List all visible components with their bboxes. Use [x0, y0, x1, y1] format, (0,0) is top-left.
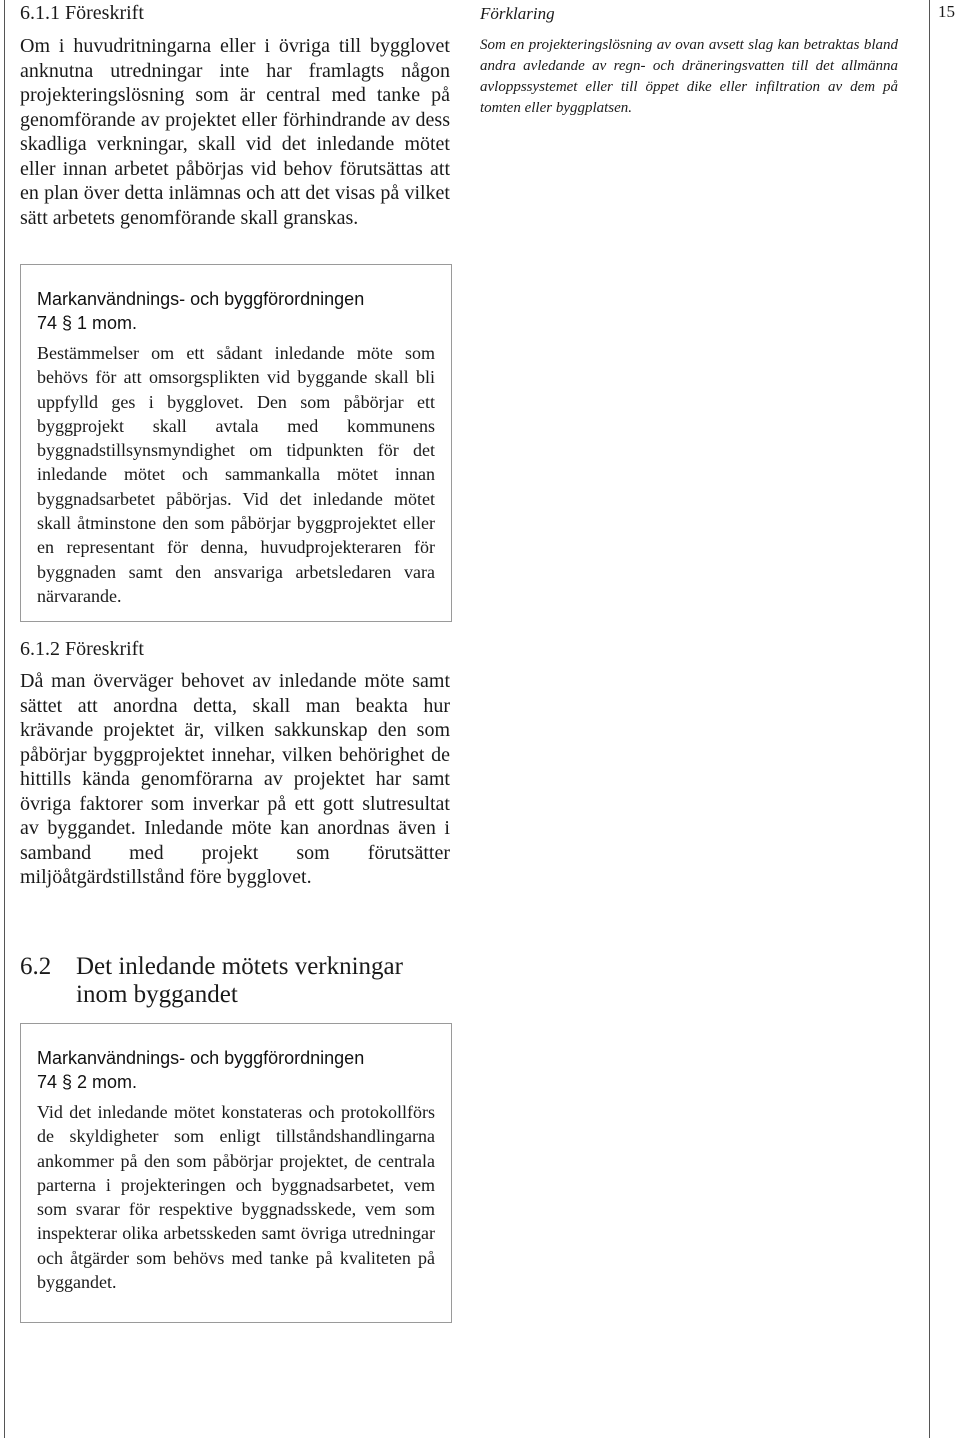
box-title-law: Markanvändnings- och byggförordningen: [37, 289, 365, 309]
box-title-paragraph: 74 § 1 mom.: [37, 313, 138, 333]
box-text: Bestämmelser om ett sådant inledande möte som behövs för att omsorgsplikten vid byggande skall bli uppfylld ges i bygglovet. Den som påbörjar ett byggprojekt skall avtala med kommunens byggnadstillsynsmyndighet om tidpunkten för det inledande mötet och sammankalla mötet innan byggnadsarbetet påbörjas. Vid det inledande mötet skall åtminstone den som påbörjar byggprojektet eller en representant för denna, huvudprojekteraren för byggnaden samt den ansvariga arbetsledaren vara närvarande.: [37, 343, 435, 606]
section-heading-6-2: [20, 953, 460, 1009]
law-box-74-2: [20, 1023, 452, 1323]
section-6-1-2-paragraph: Då man överväger behovet av inledande möte samt sättet att anordna detta, skall man beakta hur krävande projektet är, vilken sakkunskap den som påbörjar byggprojektet innehar, vilken behörighet de hittills kända genomförarna av projektet har samt övriga faktorer som inverkar på ett gott slutresultat av byggandet. Inledande möte kan anordnas även i samband med projekt som förutsätter miljöåtgärdstillstånd före bygglovet.: [20, 670, 450, 888]
box-title-paragraph: 74 § 2 mom.: [37, 1072, 138, 1092]
section-heading-6-1-1: 6.1.1 Föreskrift: [20, 2, 144, 24]
explanation-heading: Förklaring: [480, 4, 555, 23]
section-heading-6-1-2: 6.1.2 Föreskrift: [20, 638, 144, 660]
section-6-1-1-paragraph: Om i huvudritningarna eller i övriga till bygglovet anknutna utredningar inte har framlagts någon projekteringslösning som är central med tanke på genomförande av projektet eller förhindrande av dess skadliga verkningar, skall vid det inledande mötet eller innan arbetet påbörjas vid behov förutsättas att en plan över detta inlämnas och att det visas på vilket sätt arbetets genomförande skall granskas.: [20, 35, 450, 229]
page-number: 15: [938, 2, 955, 21]
section-number: 6.2: [20, 953, 52, 980]
box-title-law: Markanvändnings- och byggförordningen: [37, 1048, 365, 1068]
right-margin-rule: [929, 0, 930, 1438]
box-text: Vid det inledande mötet konstateras och protokollförs de skyldigheter som enligt tillståndshandlingarna ankommer på den som påbörjar projektet, de centrala parterna i projekteringen och byggnadsarbetet, vem som svarar för respektive byggnadsskede, vem som inspekterar olika arbetsskeden samt övriga utredningar och åtgärder som behövs med tanke på kvaliteten på byggandet.: [37, 1102, 435, 1293]
law-box-74-1: [20, 264, 452, 622]
explanation-text: Som en projekteringslösning av ovan avsett slag kan betraktas bland andra avledande av regn- och dräneringsvatten till det allmänna avloppssystemet eller till öppet dike eller infiltration av dem på tomten eller byggplatsen.: [480, 37, 898, 116]
section-title: Det inledande mötets verkningar inom byggandet: [76, 953, 403, 1008]
left-margin-rule: [4, 0, 5, 1438]
